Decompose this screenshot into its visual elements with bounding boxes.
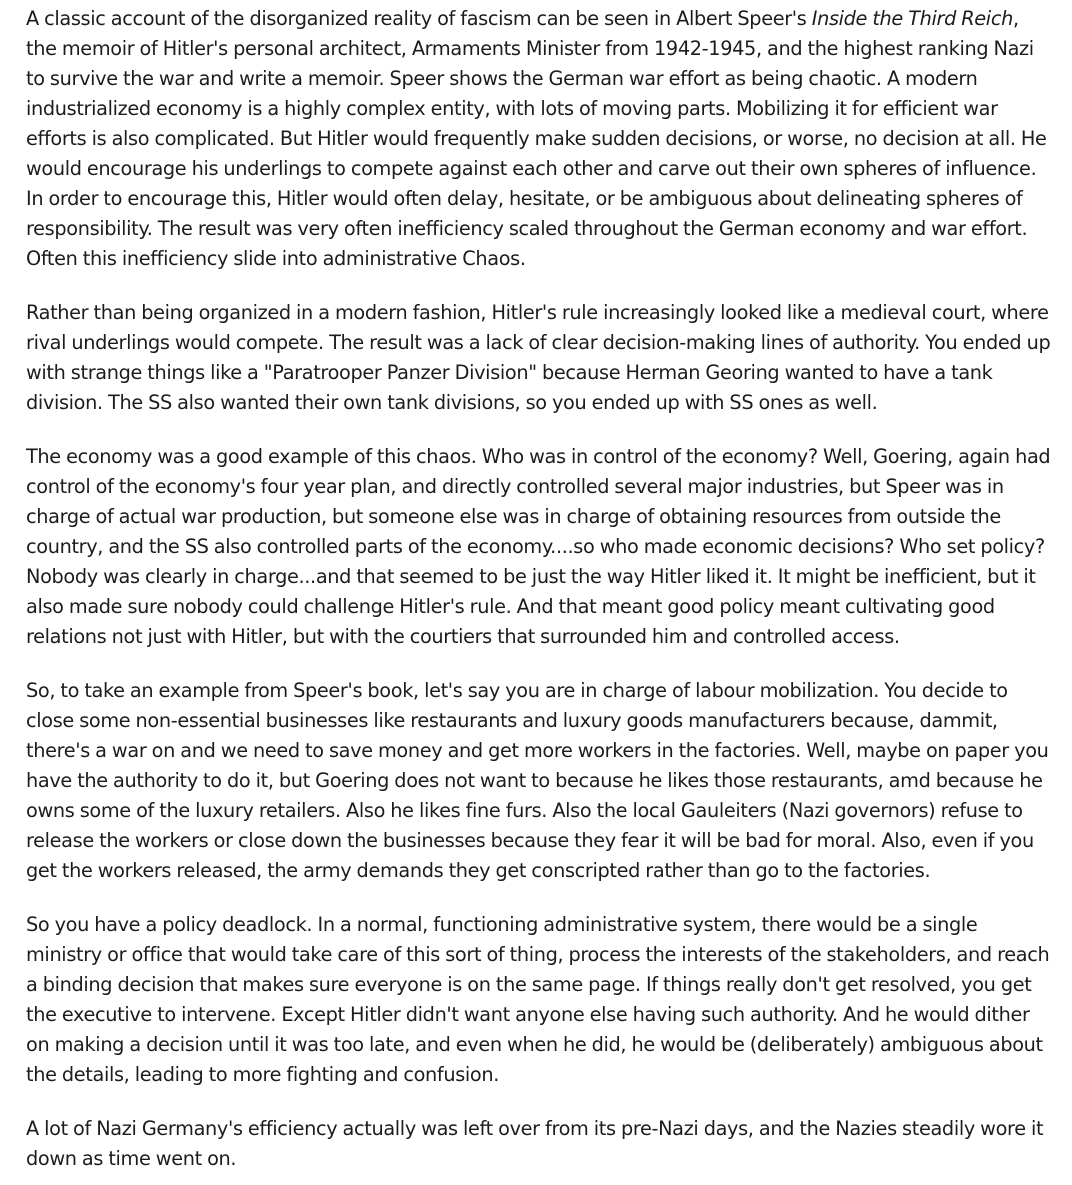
paragraph-6: A lot of Nazi Germany's efficiency actually was left over from its pre-Nazi days, and the Nazies steadily wore it down as time went on. [26,1117,1044,1170]
paragraph-5: So you have a policy deadlock. In a normal, functioning administrative system, there would be a single ministry or office that would take care of this sort of thing, process the interests of the stakeholders, and reach a binding decision that makes sure everyone is on the same page. If things really don't get resolved, you get the executive to intervene. Except Hitler didn't want anyone else having such authority. And he would dither on making a decision until it was too late, and even when he did, he would be (deliberately) ambiguous about the details, leading to more fighting and confusion. [26,913,1050,1086]
paragraph-3: The economy was a good example of this chaos. Who was in control of the economy? Well, Goering, again had control of the economy's four year plan, and directly controlled several major industries, but Speer was in charge of actual war production, but someone else was in charge of obtaining resources from outside the country, and the SS also controlled parts of the economy....so who made economic decisions? Who set policy? Nobody was clearly in charge...and that seemed to be just the way Hitler liked it. It might be inefficient, but it also made sure nobody could challenge Hitler's rule. And that meant good policy meant cultivating good relations not just with Hitler, but with the courtiers that surrounded him and controlled access. [26,445,1051,648]
paragraph-1 [26,4,1052,274]
book-title: Inside the Third Reich [811,7,1013,30]
paragraph-4: So, to take an example from Speer's book, let's say you are in charge of labour mobilization. You decide to close some non-essential businesses like restaurants and luxury goods manufacturers because, dammit, there's a war on and we need to save money and get more workers in the factories. Well, maybe on paper you have the authority to do it, but Goering does not want to because he likes those restaurants, amd because he owns some of the luxury retailers. Also he likes fine furs. Also the local Gauleiters (Nazi governors) refuse to release the workers or close down the businesses because they fear it will be bad for moral. Also, even if you get the workers released, the army demands they get conscripted rather than go to the factories. [26,679,1049,882]
paragraph-1-rest: , the memoir of Hitler's personal architect, Armaments Minister from 1942-1945, and the highest ranking Nazi to survive the war and write a memoir. Speer shows the German war effort as being chaotic. A modern industrialized economy is a highly complex entity, with lots of moving parts. Mobilizing it for efficient war efforts is also complicated. But Hitler would frequently make sudden decisions, or worse, no decision at all. He would encourage his underlings to compete against each other and carve out their own spheres of influence. In order to encourage this, Hitler would often delay, hesitate, or be ambiguous about delineating spheres of responsibility. The result was very often inefficiency scaled throughout the German economy and war effort. Often this inefficiency slide into administrative Chaos. [26,7,1047,270]
paragraph-1-intro: A classic account of the disorganized reality of fascism can be seen in Albert Speer's [26,7,812,30]
paragraph-2: Rather than being organized in a modern fashion, Hitler's rule increasingly looked like a medieval court, where rival underlings would compete. The result was a lack of clear decision-making lines of authority. You ended up with strange things like a "Paratrooper Panzer Division" because Herman Georing wanted to have a tank division. The SS also wanted their own tank divisions, so you ended up with SS ones as well. [26,301,1051,414]
